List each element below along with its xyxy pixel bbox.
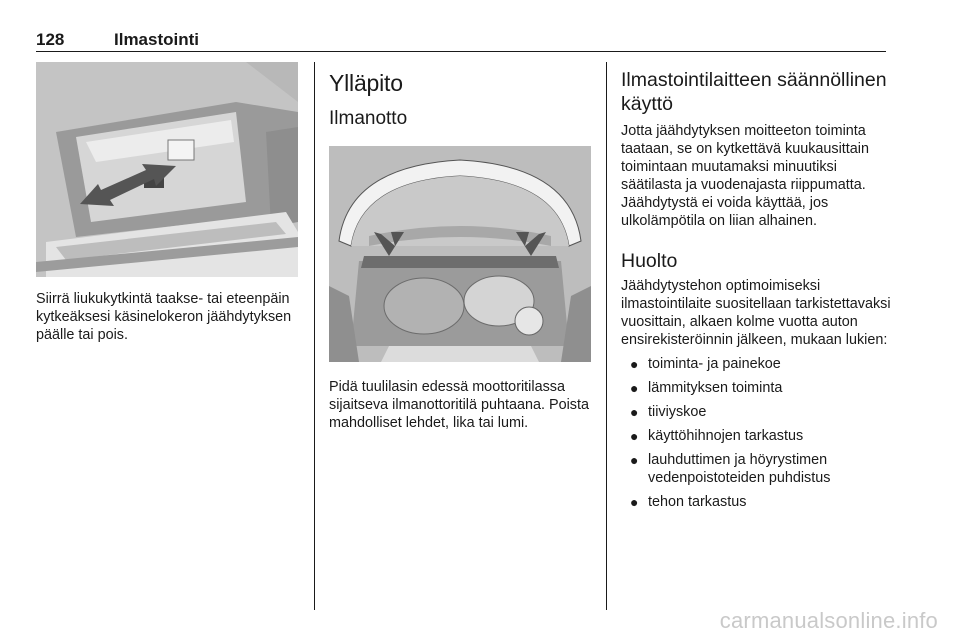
header-rule [36,51,886,52]
service-paragraph: Jäähdytystehon optimoimiseksi ilmastointilaite suositellaan tarkistettavaksi vuosittain, alkaen kolme vuotta auton ensirekisteröinnin jälkeen, mukaan lukien: [621,278,891,348]
page-header [36,30,199,52]
glovebox-caption: Siirrä liukukytkintä taakse- tai eteenpäin kytkeäksesi käsinelokeron jäähdytyksen päälle tai pois. [36,291,292,343]
glovebox-illustration [36,62,298,277]
air-intake-paragraph: Pidä tuulilasin edessä moottoritilassa sijaitseva ilmanottoritilä puhtaana. Poista mahdolliset lehdet, lika tai lumi. [329,379,589,431]
list-item: ● toiminta- ja painekoe [630,356,781,372]
engine-bay-illustration [329,146,591,362]
bullet-icon: ● [630,380,639,396]
section-title: Ilmastointi [114,30,200,49]
air-intake-subheading: Ilmanotto [329,108,408,129]
bullet-icon: ● [630,356,639,372]
bullet-icon: ● [630,494,639,510]
column-divider-1 [314,62,315,610]
service-heading: Huolto [621,250,678,272]
list-item: ● tehon tarkastus [630,494,747,510]
column-left [36,62,298,344]
service-checklist [621,355,891,511]
bullet-icon: ● [630,428,639,444]
regular-use-paragraph: Jotta jäähdytyksen moitteeton toiminta taataan, se on kytkettävä kuukausittain toimintaan muutamaksi minuutiksi säätilasta ja vuodenajasta riippumatta. Jäähdytystä ei voida käyttää, jos ulkolämpötila on liian alhainen. [621,123,869,229]
bullet-icon: ● [630,452,639,468]
list-item: ● lauhduttimen ja höyrystimen vedenpoistoteiden puhdistus [630,452,831,486]
column-right [621,62,891,517]
list-item: ● tiiviyskoe [630,404,707,420]
column-divider-2 [606,62,607,610]
list-item: ● lämmityksen toiminta [630,380,783,396]
regular-use-heading: Ilmastointilaitteen säännöllinen käyttö [621,69,887,115]
bullet-icon: ● [630,404,639,420]
watermark-link[interactable]: carmanualsonline.info [719,608,938,633]
page-number: 128 [36,30,65,49]
list-item: ● käyttöhihnojen tarkastus [630,428,804,444]
maintenance-heading: Ylläpito [329,70,403,96]
column-middle [329,62,591,432]
